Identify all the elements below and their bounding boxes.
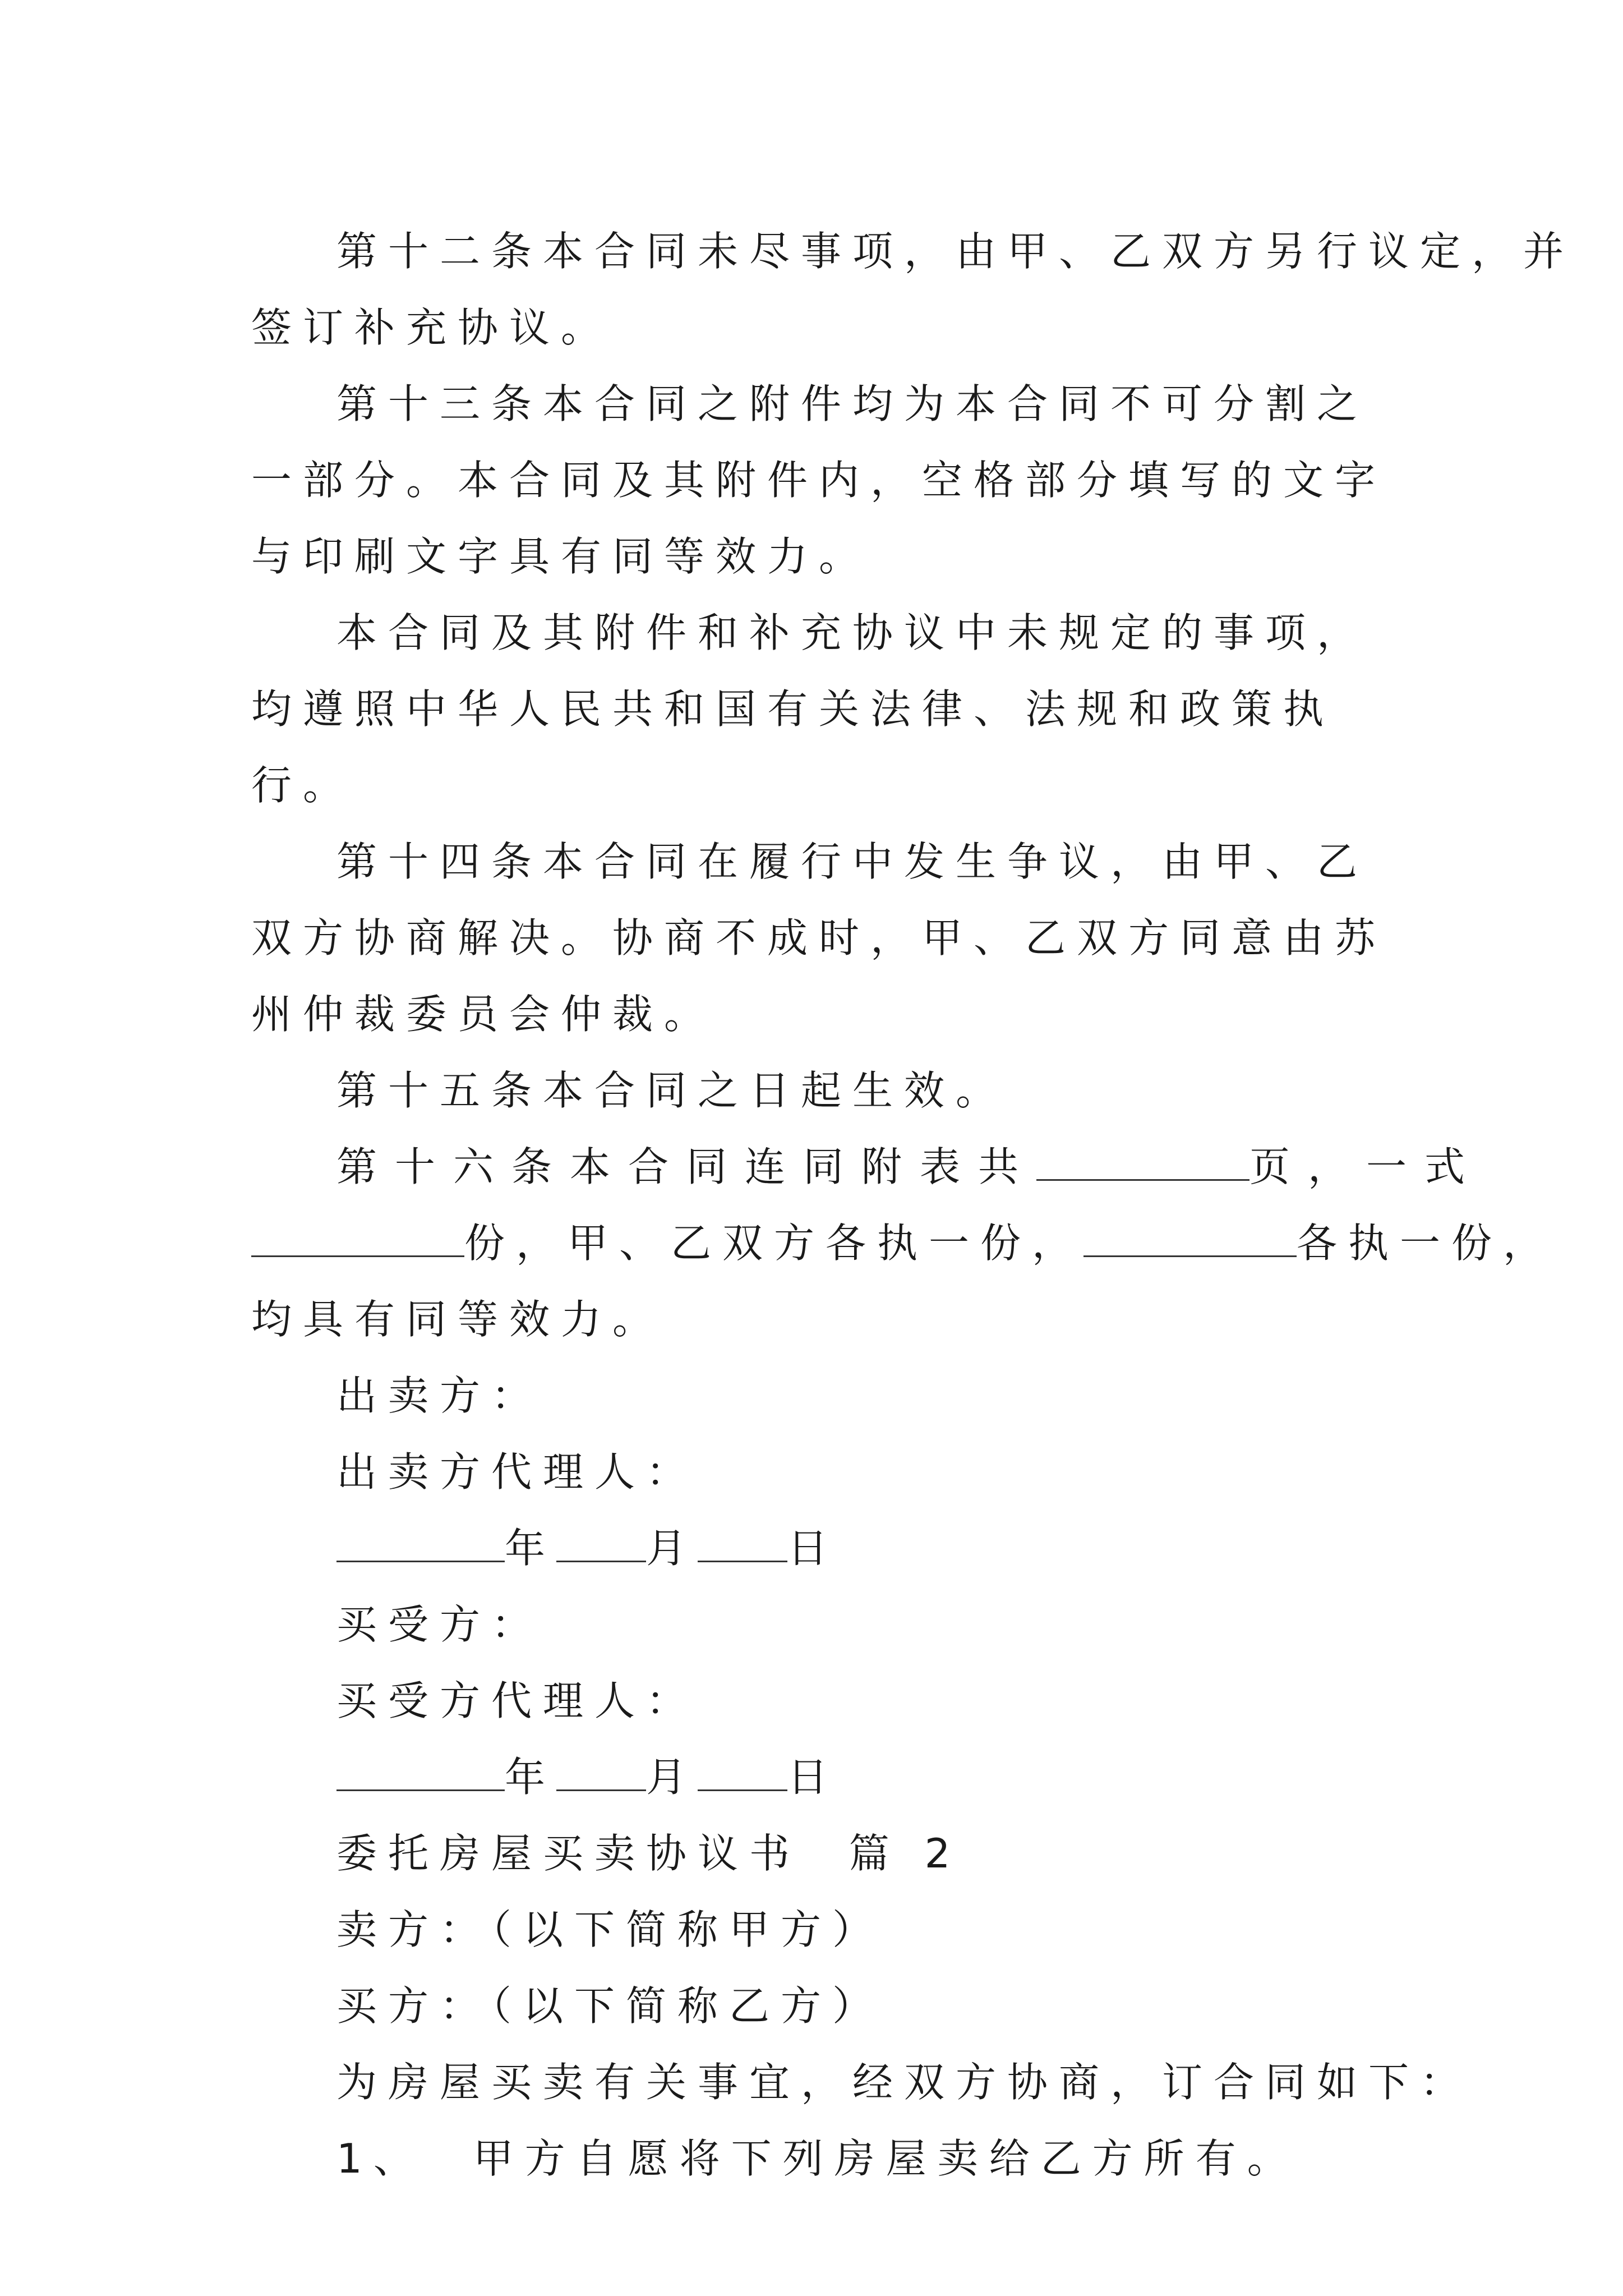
buyer-date [251,1739,1395,1815]
seller-label: 出卖方： [336,1372,543,1419]
law-clause: 本合同及其附件和补充协议中未规定的事项，均遵照中华人民共和国有关法律、法规和政策执行。 [251,609,1369,809]
article-12-line1: 第十二条本合同未尽事项，由甲、乙双方另行议定，并 [336,228,1575,275]
article-12-line2: 签订补充协议。 [251,304,613,351]
year-label: 年 [505,1525,557,1572]
buyer-party: 买方：（以下简称乙方） [336,1982,884,2030]
article-14: 第十四条本合同在履行中发生争议，由甲、乙双方协商解决。协商不成时，甲、乙双方同意由苏州仲裁委员会仲裁。 [251,838,1387,1038]
buyer-day-blank[interactable] [698,1756,787,1791]
buyer-agent-label: 买受方代理人： [336,1677,698,1724]
article-16-line3: 均具有同等效力。 [251,1296,665,1343]
article-15: 第十五条本合同之日起生效。 [336,1067,1008,1114]
other-party-blank[interactable] [1083,1222,1297,1257]
seller-party: 卖方：（以下简称甲方） [336,1906,884,1953]
article-16-text-2: 页，一式 [1249,1143,1483,1190]
article-16-line1 [251,1129,1483,1205]
copies-blank[interactable] [251,1222,464,1257]
document-body [251,213,1575,2197]
article-16-line2 [251,1205,1555,1281]
seller-agent-label: 出卖方代理人： [336,1448,698,1496]
year-label: 年 [505,1754,557,1801]
month-label: 月 [646,1525,698,1572]
article-16-text-3: 份，甲、乙双方各执一份， [464,1220,1084,1267]
day-label: 日 [787,1525,840,1572]
section-2-title: 委托房屋买卖协议书 篇 2 [336,1830,962,1877]
intro-clause: 为房屋买卖有关事宜，经双方协商，订合同如下： [336,2059,1472,2106]
buyer-month-blank[interactable] [556,1756,646,1791]
buyer-year-blank[interactable] [336,1756,505,1791]
buyer-label: 买受方： [336,1601,543,1648]
article-16-text-4: 各执一份， [1297,1220,1555,1267]
seller-month-blank[interactable] [556,1527,646,1562]
seller-day-blank[interactable] [698,1527,787,1562]
seller-year-blank[interactable] [336,1527,505,1562]
month-label: 月 [646,1754,698,1801]
article-13: 第十三条本合同之附件均为本合同不可分割之一部分。本合同及其附件内，空格部分填写的文字与印刷文字具有同等效力。 [251,380,1387,580]
article-16-text-1: 第十六条本合同连同附表共 [336,1143,1037,1190]
pages-blank[interactable] [1036,1145,1249,1181]
item-1: 1、 甲方自愿将下列房屋卖给乙方所有。 [336,2135,1299,2182]
seller-date [251,1510,1395,1586]
day-label: 日 [787,1754,840,1801]
